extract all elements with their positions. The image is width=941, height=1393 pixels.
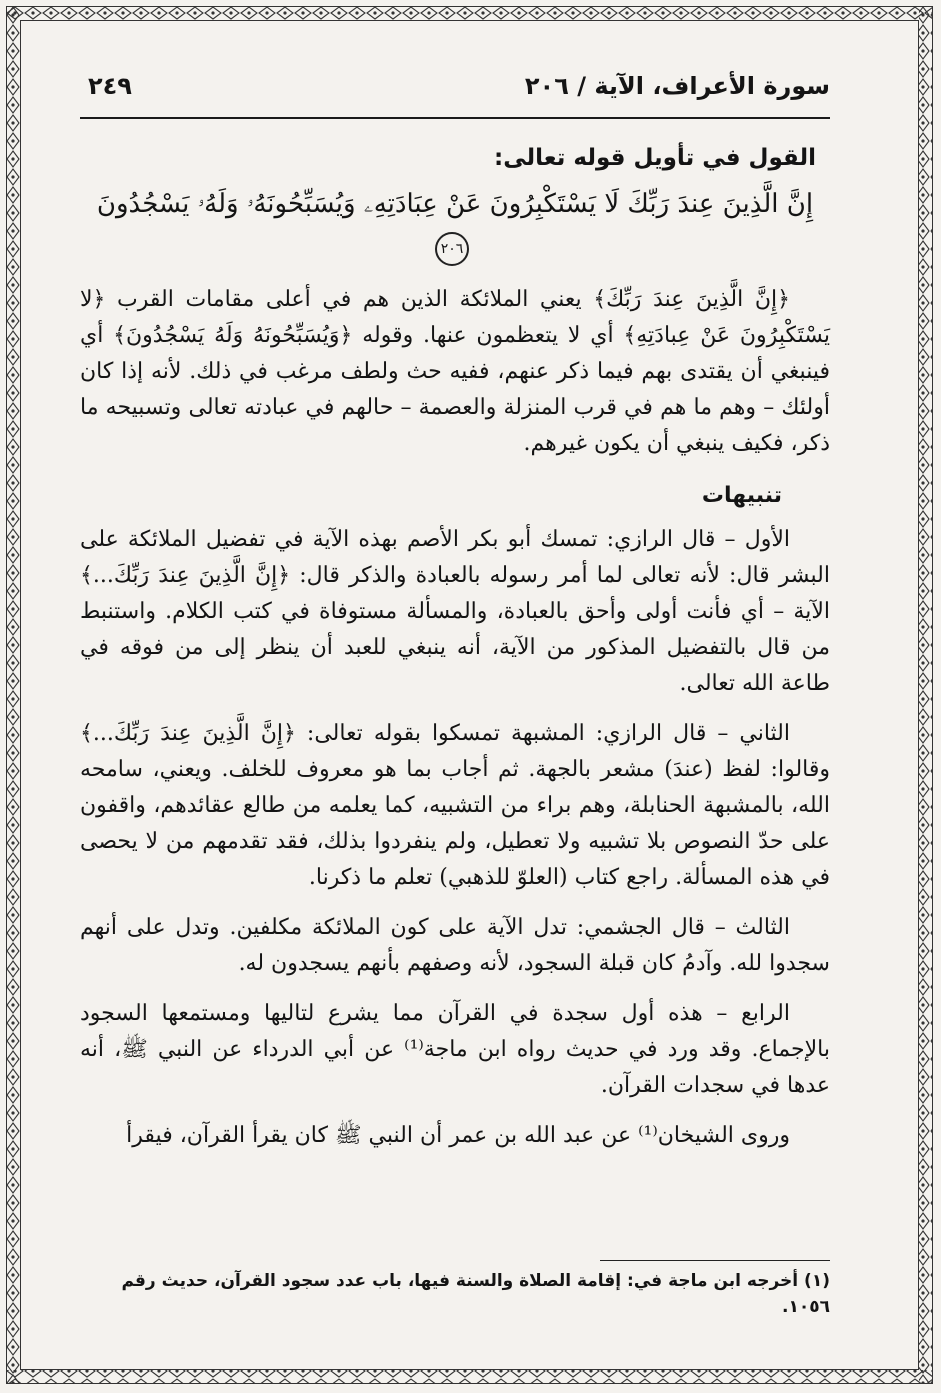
note-paragraph-1: الأول – قال الرازي: تمسك أبو بكر الأصم بهذه الآية في تفضيل الملائكة على البشر قال: لأنه تعالى لما أمر رسوله بالعبادة والذكر قال: ﴿إِنَّ الَّذِينَ عِندَ رَبِّكَ...﴾ الآية – أي فأنت أولى وأحق بالعبادة، والمسألة مستوفاة في كتب الكلام. واستنبط من قال بالتفضيل المذكور من الآية، أنه ينبغي للعبد أن ينظر إلى من فوقه في طاعة الله تعالى. [80, 527, 830, 696]
note-paragraph-3: الثالث – قال الجشمي: تدل الآية على كون الملائكة مكلفين. وتدل على أنهم سجدوا لله. وآدمُ كان قبلة السجود، لأنه وصفهم بأنهم يسجدون له. [80, 915, 830, 976]
quran-verse [80, 182, 830, 270]
header-title: سورة الأعراف، الآية / ٢٠٦ [524, 72, 830, 100]
page-number: ٢٤٩ [88, 72, 132, 100]
verse-text: إِنَّ الَّذِينَ عِندَ رَبِّكَ لَا يَسْتَكْبِرُونَ عَنْ عِبَادَتِهِۦ وَيُسَبِّحُونَهُۥ وَلَهُۥ يَسْجُدُونَ [96, 189, 814, 219]
subheading: تنبيهات [701, 483, 782, 508]
running-header [80, 72, 830, 110]
footnote-rule [600, 1260, 830, 1261]
section-heading: القول في تأويل قوله تعالى: [494, 145, 816, 171]
header-rule [80, 117, 830, 119]
page-content [80, 64, 830, 1354]
note-paragraph-2: الثاني – قال الرازي: المشبهة تمسكوا بقوله تعالى: ﴿إِنَّ الَّذِينَ عِندَ رَبِّكَ...﴾ وقالوا: لفظ (عندَ) مشعر بالجهة. ثم أجاب بما هو معروف للخلف. ويعني، سامحه الله، بالمشبهة الحنابلة، وهم براء من التشبيه، كما يعلمه من طالع عقائدهم، واقفون على حدّ النصوص بلا تشبيه ولا تعطيل، ولم ينفردوا بذلك، فقد تقدمهم من لا يحصى في هذه المسألة. راجع كتاب (العلوّ للذهبي) تعلم ما ذكرنا. [80, 721, 830, 890]
footnote: (١) أخرجه ابن ماجة في: إقامة الصلاة والسنة فيها، باب عدد سجود القرآن، حديث رقم ١٠٥٦. [121, 1271, 830, 1317]
note-paragraph-4: الرابع – هذه أول سجدة في القرآن مما يشرع لتاليها ومستمعها السجود بالإجماع. وقد ورد في حديث رواه ابن ماجة⁽¹⁾ عن أبي الدرداء عن النبي ﷺ، أنه عدها في سجدات القرآن. [80, 1001, 830, 1098]
note-paragraph-5: وروى الشيخان⁽¹⁾ عن عبد الله بن عمر أن النبي ﷺ كان يقرأ القرآن، فيقرأ [126, 1123, 790, 1148]
ayah-number-mark: ٢٠٦ [435, 232, 469, 266]
main-text [80, 142, 830, 1168]
commentary-paragraph: ﴿إِنَّ الَّذِينَ عِندَ رَبِّكَ﴾ يعني الملائكة الذين هم في أعلى مقامات القرب ﴿لا يَسْتَكْبِرُونَ عَنْ عِبادَتِهِ﴾ أي لا يتعظمون عنها. وقوله ﴿وَيُسَبِّحُونَهُ وَلَهُ يَسْجُدُونَ﴾ أي فينبغي أن يقتدى بهم فيما ذكر عنهم، ففيه حث ولطف مرغب في ذلك. لأنه إذا كان أولئك – وهم ما هم في قرب المنزلة والعصمة – حالهم في عبادته تعالى وتسبيحه ما ذكر، فكيف ينبغي أن يكون غيرهم. [80, 287, 831, 456]
